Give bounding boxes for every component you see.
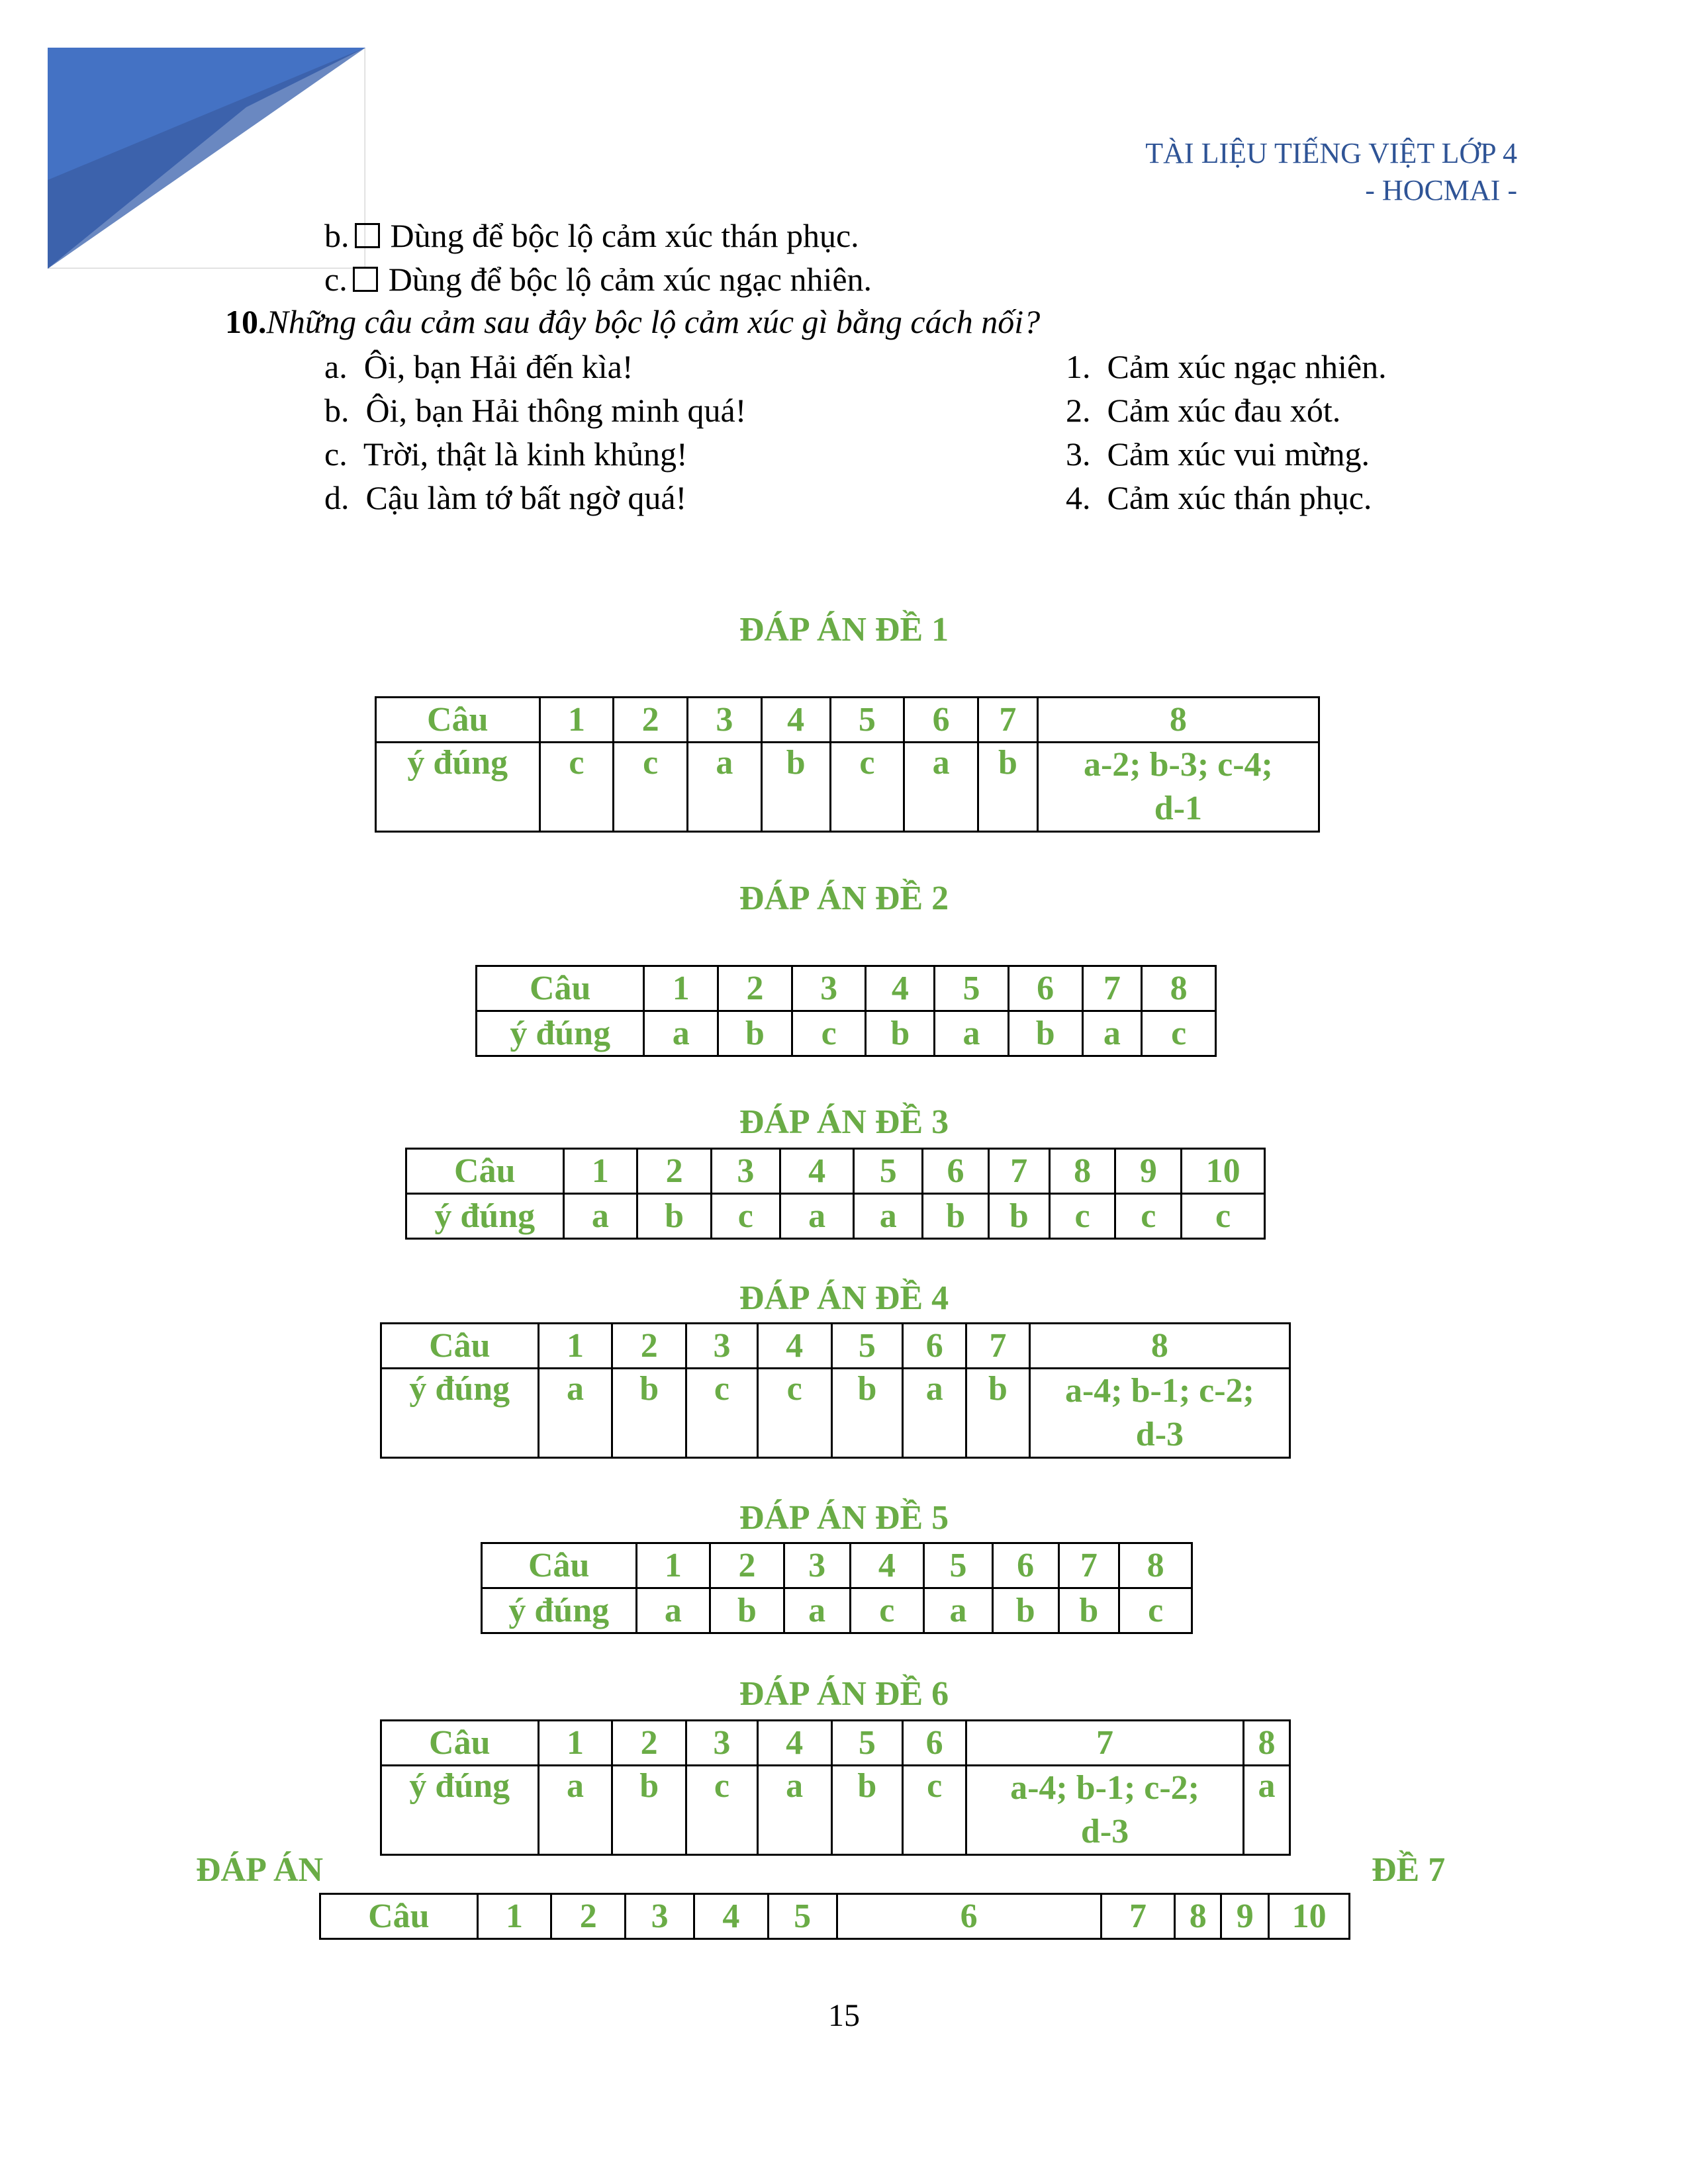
header-cell: 5 bbox=[854, 1149, 923, 1194]
answer-title-7-right: ĐỀ 7 bbox=[1372, 1851, 1446, 1889]
header-cell: Câu bbox=[477, 966, 644, 1011]
header-cell: 3 bbox=[711, 1149, 780, 1194]
header-cell: 2 bbox=[551, 1894, 626, 1939]
match-letter: c. bbox=[324, 435, 348, 473]
answer-table-4 bbox=[380, 1322, 1291, 1459]
header-cell: 1 bbox=[538, 1324, 612, 1369]
match-left-b bbox=[324, 389, 746, 432]
header-cell: 2 bbox=[614, 698, 688, 743]
question-number: 10. bbox=[225, 303, 267, 340]
header-subtitle: - HOCMAI - bbox=[1365, 174, 1517, 206]
answer-cell: b bbox=[1058, 1588, 1119, 1633]
header-cell: 2 bbox=[718, 966, 792, 1011]
answer-table-1 bbox=[375, 696, 1320, 833]
header-cell: 9 bbox=[1221, 1894, 1269, 1939]
match-text: Cảm xúc vui mừng. bbox=[1107, 435, 1370, 473]
answer-cell: a-2; b-3; c-4; d-1 bbox=[1037, 743, 1319, 832]
header-cell: 9 bbox=[1115, 1149, 1182, 1194]
match-left-a bbox=[324, 345, 633, 388]
match-text: Ôi, bạn Hải đến kìa! bbox=[363, 348, 633, 385]
header-cell: 1 bbox=[538, 1721, 612, 1766]
header-cell: 6 bbox=[923, 1149, 989, 1194]
header-cell: 2 bbox=[637, 1149, 712, 1194]
match-text: Cảm xúc thán phục. bbox=[1107, 479, 1372, 516]
answer-cell: b bbox=[978, 743, 1038, 832]
answer-cell: a bbox=[538, 1369, 612, 1458]
answer-cell: c bbox=[614, 743, 688, 832]
answer-cell: a bbox=[688, 743, 762, 832]
answer-title-7-left: ĐÁP ÁN bbox=[196, 1851, 324, 1889]
header-cell: 1 bbox=[636, 1543, 710, 1588]
answer-title-2: ĐÁP ÁN ĐỀ 2 bbox=[739, 880, 949, 917]
answer-cell: c bbox=[757, 1369, 831, 1458]
answer-cell: b bbox=[988, 1194, 1049, 1239]
answer-cell: c bbox=[686, 1369, 758, 1458]
answer-cell: b bbox=[710, 1588, 784, 1633]
header-cell: 7 bbox=[988, 1149, 1049, 1194]
match-right-2 bbox=[1066, 389, 1340, 432]
header-cell: 7 bbox=[1082, 966, 1142, 1011]
option-letter: c. bbox=[324, 261, 348, 298]
match-letter: b. bbox=[324, 392, 350, 429]
match-left-c bbox=[324, 433, 688, 475]
header-cell: 3 bbox=[626, 1894, 694, 1939]
header-cell: 2 bbox=[612, 1324, 686, 1369]
header-cell: 6 bbox=[904, 698, 978, 743]
match-text: Cảm xúc đau xót. bbox=[1107, 392, 1341, 429]
answer-cell: b bbox=[761, 743, 830, 832]
answer-cell: b bbox=[831, 1369, 903, 1458]
answer-cell: a bbox=[563, 1194, 637, 1239]
option-letter: b. bbox=[324, 217, 350, 254]
header-cell: 5 bbox=[935, 966, 1009, 1011]
answer-cell: a bbox=[784, 1588, 850, 1633]
answer-cell: a bbox=[538, 1766, 612, 1855]
answer-title-5: ĐÁP ÁN ĐỀ 5 bbox=[739, 1499, 949, 1537]
match-right-1 bbox=[1066, 345, 1387, 388]
answer-cell: ý đúng bbox=[381, 1766, 539, 1855]
answer-cell: c bbox=[1119, 1588, 1192, 1633]
header-cell: Câu bbox=[376, 698, 540, 743]
answer-cell: a bbox=[636, 1588, 710, 1633]
answer-cell: c bbox=[850, 1588, 924, 1633]
answer-cell: a bbox=[780, 1194, 854, 1239]
answer-cell: ý đúng bbox=[376, 743, 540, 832]
answer-cell: c bbox=[830, 743, 904, 832]
header-cell: 1 bbox=[539, 698, 614, 743]
header-cell: 8 bbox=[1119, 1543, 1192, 1588]
answer-table-6 bbox=[380, 1719, 1291, 1856]
answer-cell: ý đúng bbox=[482, 1588, 637, 1633]
header-cell: 1 bbox=[563, 1149, 637, 1194]
header-cell: Câu bbox=[381, 1721, 539, 1766]
header-cell: 5 bbox=[831, 1721, 903, 1766]
answer-cell: c bbox=[1182, 1194, 1265, 1239]
header-cell: 5 bbox=[830, 698, 904, 743]
option-b bbox=[324, 214, 859, 257]
answer-cell: a bbox=[757, 1766, 831, 1855]
page-number: 15 bbox=[828, 1998, 860, 2033]
answer-cell: b bbox=[718, 1011, 792, 1056]
header-cell: 1 bbox=[644, 966, 718, 1011]
header-cell: 6 bbox=[1008, 966, 1082, 1011]
header-cell: 8 bbox=[1037, 698, 1319, 743]
header-cell: 4 bbox=[757, 1721, 831, 1766]
answer-cell: ý đúng bbox=[477, 1011, 644, 1056]
match-number: 4. bbox=[1066, 479, 1091, 516]
header-cell: 8 bbox=[1244, 1721, 1290, 1766]
answer-cell: a bbox=[1244, 1766, 1290, 1855]
match-text: Ôi, bạn Hải thông minh quá! bbox=[365, 392, 747, 429]
header-cell: 4 bbox=[694, 1894, 768, 1939]
checkbox-icon[interactable] bbox=[355, 223, 380, 248]
match-number: 3. bbox=[1066, 435, 1091, 473]
answer-table-2 bbox=[475, 965, 1217, 1057]
answer-cell: b bbox=[923, 1194, 989, 1239]
match-text: Cậu làm tớ bất ngờ quá! bbox=[365, 479, 687, 516]
header-cell: 6 bbox=[992, 1543, 1058, 1588]
header-cell: 5 bbox=[831, 1324, 903, 1369]
answer-cell: c bbox=[1115, 1194, 1182, 1239]
header-cell: 10 bbox=[1182, 1149, 1265, 1194]
header-cell: 3 bbox=[688, 698, 762, 743]
question-10 bbox=[225, 300, 1040, 343]
header-cell: 3 bbox=[784, 1543, 850, 1588]
header-cell: 8 bbox=[1175, 1894, 1221, 1939]
header-cell: 3 bbox=[792, 966, 866, 1011]
answer-cell: c bbox=[686, 1766, 758, 1855]
answer-cell: b bbox=[831, 1766, 903, 1855]
header-cell: 5 bbox=[924, 1543, 993, 1588]
option-text: Dùng để bộc lộ cảm xúc thán phục. bbox=[390, 217, 859, 254]
match-right-4 bbox=[1066, 477, 1372, 519]
checkbox-icon[interactable] bbox=[353, 267, 378, 292]
match-text: Trời, thật là kinh khủng! bbox=[363, 435, 688, 473]
header-cell: 8 bbox=[1029, 1324, 1289, 1369]
answer-cell: a bbox=[903, 1369, 966, 1458]
match-left-d bbox=[324, 477, 686, 519]
answer-cell: a bbox=[644, 1011, 718, 1056]
match-letter: a. bbox=[324, 348, 348, 385]
header-cell: 8 bbox=[1142, 966, 1216, 1011]
answer-title-6: ĐÁP ÁN ĐỀ 6 bbox=[739, 1675, 949, 1713]
answer-cell: ý đúng bbox=[381, 1369, 539, 1458]
header-cell: 7 bbox=[1058, 1543, 1119, 1588]
answer-cell: b bbox=[866, 1011, 935, 1056]
answer-title-1: ĐÁP ÁN ĐỀ 1 bbox=[739, 611, 949, 649]
answer-cell: c bbox=[1142, 1011, 1216, 1056]
answer-table-3 bbox=[405, 1148, 1266, 1240]
header-cell: 3 bbox=[686, 1324, 758, 1369]
header-cell: Câu bbox=[320, 1894, 478, 1939]
header-cell: 6 bbox=[903, 1721, 966, 1766]
answer-cell: b bbox=[992, 1588, 1058, 1633]
header-cell: 1 bbox=[477, 1894, 551, 1939]
answer-table-7 bbox=[319, 1893, 1350, 1940]
match-number: 1. bbox=[1066, 348, 1091, 385]
header-cell: 4 bbox=[761, 698, 830, 743]
header-cell: 4 bbox=[780, 1149, 854, 1194]
answer-cell: b bbox=[637, 1194, 712, 1239]
option-c bbox=[324, 258, 872, 300]
answer-cell: a bbox=[924, 1588, 993, 1633]
answer-cell: c bbox=[903, 1766, 966, 1855]
answer-cell: c bbox=[539, 743, 614, 832]
header-cell: 6 bbox=[837, 1894, 1101, 1939]
header-title: TÀI LIỆU TIẾNG VIỆT LỚP 4 bbox=[1145, 137, 1517, 169]
header-cell: 7 bbox=[966, 1324, 1030, 1369]
answer-cell: c bbox=[711, 1194, 780, 1239]
header-cell: 4 bbox=[866, 966, 935, 1011]
answer-cell: b bbox=[612, 1766, 686, 1855]
header-cell: 3 bbox=[686, 1721, 758, 1766]
match-number: 2. bbox=[1066, 392, 1091, 429]
answer-title-3: ĐÁP ÁN ĐỀ 3 bbox=[739, 1103, 949, 1141]
header-cell: Câu bbox=[381, 1324, 539, 1369]
header-cell: Câu bbox=[482, 1543, 637, 1588]
answer-cell: a bbox=[854, 1194, 923, 1239]
answer-cell: c bbox=[1049, 1194, 1115, 1239]
answer-cell: a bbox=[904, 743, 978, 832]
answer-cell: b bbox=[966, 1369, 1030, 1458]
answer-cell: a-4; b-1; c-2; d-3 bbox=[966, 1766, 1244, 1855]
header-cell: 4 bbox=[850, 1543, 924, 1588]
match-text: Cảm xúc ngạc nhiên. bbox=[1107, 348, 1387, 385]
corner-decoration bbox=[48, 48, 365, 269]
answer-cell: b bbox=[1008, 1011, 1082, 1056]
question-text: Những câu cảm sau đây bộc lộ cảm xúc gì bằng cách nối? bbox=[266, 303, 1041, 340]
header-cell: 2 bbox=[612, 1721, 686, 1766]
header-cell: 7 bbox=[1101, 1894, 1175, 1939]
header-cell: 7 bbox=[978, 698, 1038, 743]
header-cell: 7 bbox=[966, 1721, 1244, 1766]
answer-cell: b bbox=[612, 1369, 686, 1458]
header-cell: 8 bbox=[1049, 1149, 1115, 1194]
answer-table-5 bbox=[481, 1542, 1193, 1634]
answer-cell: a-4; b-1; c-2; d-3 bbox=[1029, 1369, 1289, 1458]
answer-cell: ý đúng bbox=[406, 1194, 564, 1239]
match-right-3 bbox=[1066, 433, 1370, 475]
answer-cell: c bbox=[792, 1011, 866, 1056]
header-cell: 10 bbox=[1269, 1894, 1350, 1939]
option-text: Dùng để bộc lộ cảm xúc ngạc nhiên. bbox=[388, 261, 872, 298]
match-letter: d. bbox=[324, 479, 350, 516]
answer-title-4: ĐÁP ÁN ĐỀ 4 bbox=[739, 1279, 949, 1317]
answer-cell: a bbox=[935, 1011, 1009, 1056]
answer-cell: a bbox=[1082, 1011, 1142, 1056]
header-cell: Câu bbox=[406, 1149, 564, 1194]
header-cell: 5 bbox=[768, 1894, 837, 1939]
header-cell: 2 bbox=[710, 1543, 784, 1588]
header-cell: 6 bbox=[903, 1324, 966, 1369]
header-cell: 4 bbox=[757, 1324, 831, 1369]
